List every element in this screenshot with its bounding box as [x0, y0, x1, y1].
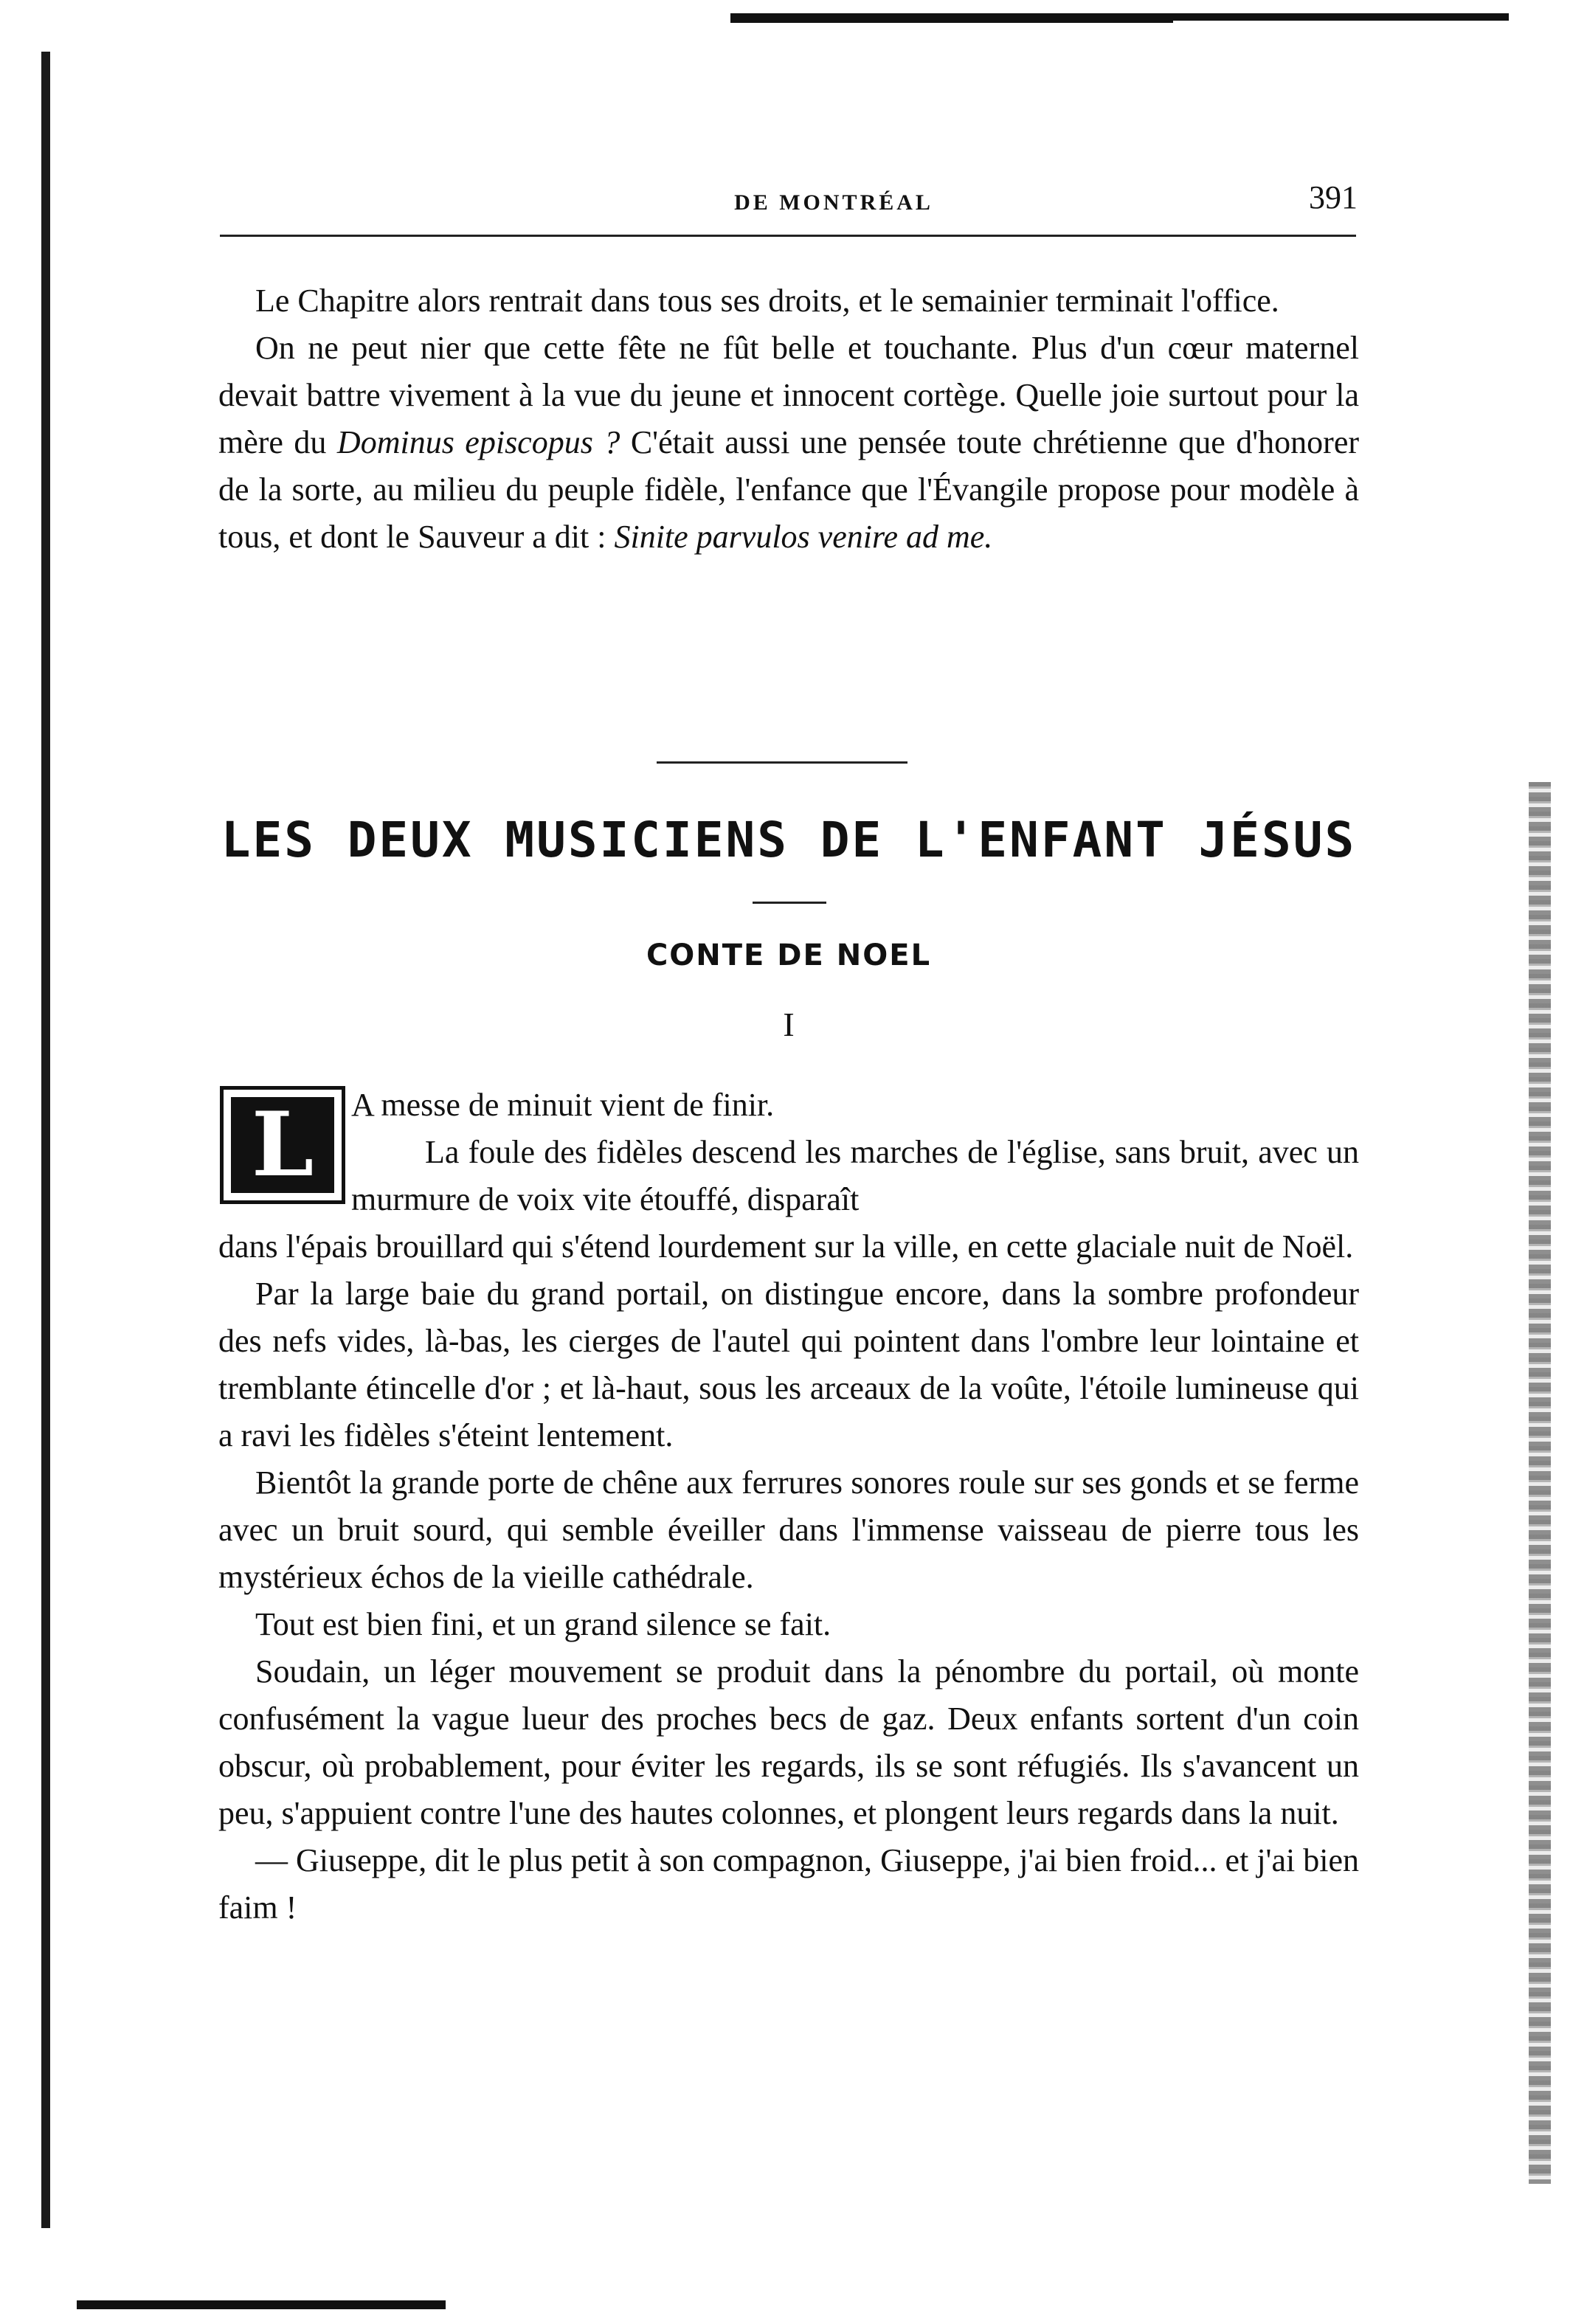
paragraph-text: C'était aussi une pensée toute chrétienne que d'honorer de la sorte, au milieu du peuple fidèle, l'enfance que l'Évangile propose pour modèle à tous, et dont le Sauveur a dit :: [218, 424, 1359, 555]
drop-cap-letter: L: [251, 1093, 314, 1197]
running-head: DE MONTRÉAL: [734, 190, 933, 215]
story-opening: [351, 1082, 1359, 1223]
header-rule: [220, 235, 1356, 237]
dialogue-paragraph: — Giuseppe, dit le plus petit à son compagnon, Giuseppe, j'ai bien froid... et j'ai bien faim !: [218, 1842, 1359, 1926]
drop-cap-ornament: [231, 1093, 334, 1197]
paragraph: Soudain, un léger mouvement se produit dans la pénombre du portail, où monte confusément la vague lueur des proches becs de gaz. Deux enfants sortent d'un coin obscur, où probablement, pour éviter les regards, ils se sont réfugiés. Ils s'avancent un peu, s'appuient contre l'une des hautes colonnes, et plongent leurs regards dans la nuit.: [218, 1653, 1359, 1831]
scan-right-edge: [1529, 782, 1551, 2184]
scan-top-rule: [730, 13, 1509, 21]
paragraph-text: On ne peut nier que cette fête ne fût belle et touchante. Plus d'un cœur maternel devait battre vivement à la vue du jeune et innocent cortège. Quelle joie surtout pour la mère du: [218, 330, 1359, 460]
paragraph: [218, 277, 1359, 325]
paragraph: La foule des fidèles descend les marches de l'église, sans bruit, avec un murmure de voix vite étouffé, disparaît: [351, 1134, 1359, 1217]
paragraph: Tout est bien fini, et un grand silence se fait.: [255, 1606, 831, 1642]
paragraph: dans l'épais brouillard qui s'étend lourdement sur la ville, en cette glaciale nuit de Noël.: [218, 1228, 1354, 1265]
paragraph: Bientôt la grande porte de chêne aux ferrures sonores roule sur ses gonds et se ferme avec un bruit sourd, qui semble éveiller dans l'immense vaisseau de pierre tous les mystérieux échos de la vieille cathédrale.: [218, 1464, 1359, 1595]
paragraph-text: Le Chapitre alors rentrait dans tous ses droits, et le semainier terminait l'office.: [255, 283, 1279, 319]
italic-text: Sinite parvulos venire ad me.: [614, 519, 993, 555]
scan-bottom-rule: [77, 2300, 446, 2309]
story-title: LES DEUX MUSICIENS DE L'ENFANT JÉSUS: [221, 812, 1357, 868]
page-number: 391: [1309, 179, 1358, 215]
scan-left-edge: [41, 52, 50, 2228]
title-separator: [753, 902, 826, 904]
scan-top-rule-thin: [730, 21, 1173, 23]
section-separator: [657, 761, 907, 764]
section-number: I: [783, 1006, 795, 1043]
drop-cap: [220, 1086, 345, 1204]
story-subtitle: CONTE DE NOEL: [646, 938, 932, 972]
paragraph: Par la large baie du grand portail, on distingue encore, dans la sombre profondeur des nefs vides, là-bas, les cierges de l'autel qui pointent dans l'ombre leur lointaine et tremblante étincelle d'or ; et là-haut, sous les arceaux de la voûte, l'étoile lumineuse qui a ravi les fidèles s'éteint lentement.: [218, 1276, 1359, 1453]
opening-line: A messe de minuit vient de finir.: [351, 1087, 775, 1123]
story-body: [218, 1223, 1359, 1932]
top-text-block: [218, 277, 1359, 561]
paragraph: [218, 325, 1359, 561]
italic-text: Dominus episcopus ?: [336, 424, 620, 460]
